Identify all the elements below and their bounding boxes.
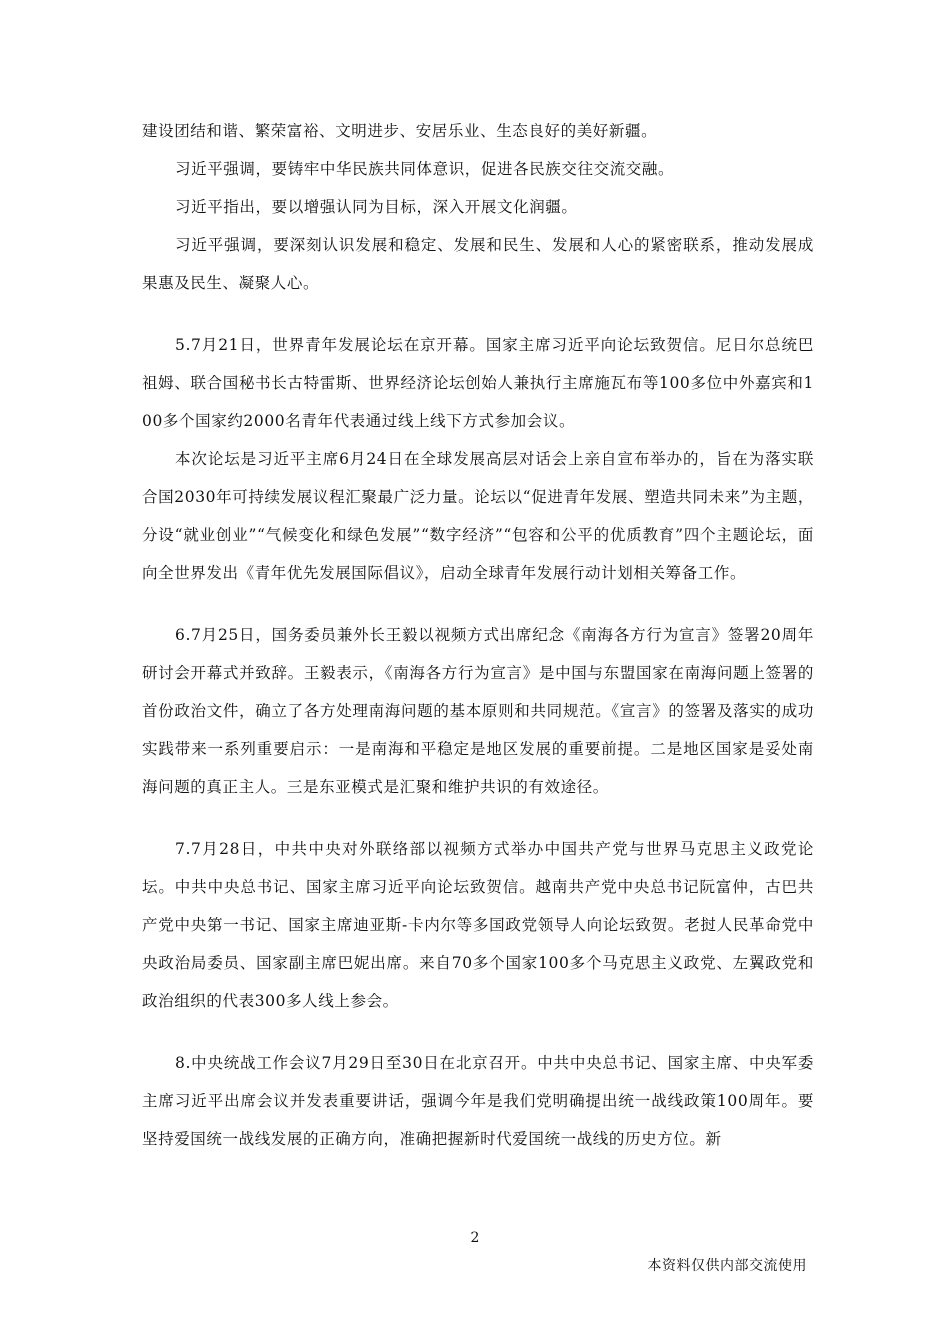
paragraph-youth-forum-details: 本次论坛是习近平主席6月24日在全球发展高层对话会上亲自宣布举办的，旨在为落实联合国2030年可持续发展议程汇聚最广泛力量。论坛以“促进青年发展、塑造共同未来”为主题，分设“就业创业”“气候变化和绿色发展”“数字经济”“包容和公平的优质教育”四个主题论坛，面向全世界发出《青年优先发展国际倡议》，启动全球青年发展行动计划相关筹备工作。: [142, 450, 814, 582]
paragraph-item-6-south-china-sea: 6.7月25日，国务委员兼外长王毅以视频方式出席纪念《南海各方行为宣言》签署20周年研讨会开幕式并致辞。王毅表示，《南海各方行为宣言》是中国与东盟国家在南海问题上签署的首份政治文件，确立了各方处理南海问题的基本原则和共同规范。《宣言》的签署及落实的成功实践带来一系列重要启示：一是南海和平稳定是地区发展的重要前提。二是地区国家是妥处南海问题的真正主人。三是东亚模式是汇聚和维护共识的有效途径。: [142, 626, 814, 796]
paragraph-development-stability: 习近平强调，要深刻认识发展和稳定、发展和民生、发展和人心的紧密联系，推动发展成果惠及民生、凝聚人心。: [142, 236, 814, 292]
footer-disclaimer: 本资料仅供内部交流使用: [647, 1258, 807, 1274]
paragraph-xinjiang-continuation: 建设团结和谐、繁荣富裕、文明进步、安居乐业、生态良好的美好新疆。: [142, 122, 658, 140]
paragraph-item-7-marxist-parties-forum: 7.7月28日，中共中央对外联络部以视频方式举办中国共产党与世界马克思主义政党论坛。中共中央总书记、国家主席习近平向论坛致贺信。越南共产党中央总书记阮富仲，古巴共产党中央第一书记、国家主席迪亚斯-卡内尔等多国政党领导人向论坛致贺。老挝人民革命党中央政治局委员、国家副主席巴妮出席。来自70多个国家100多个马克思主义政党、左翼政党和政治组织的代表300多人线上参会。: [142, 840, 814, 1010]
document-body: [142, 112, 814, 1158]
paragraph-national-unity: 习近平强调，要铸牢中华民族共同体意识，促进各民族交往交流交融。: [175, 160, 675, 178]
paragraph-cultural-moistening: 习近平指出，要以增强认同为目标，深入开展文化润疆。: [175, 198, 578, 216]
paragraph-item-5-youth-forum: 5.7月21日，世界青年发展论坛在京开幕。国家主席习近平向论坛致贺信。尼日尔总统巴祖姆、联合国秘书长古特雷斯、世界经济论坛创始人兼执行主席施瓦布等100多位中外嘉宾和100多个国家约2000名青年代表通过线上线下方式参加会议。: [142, 336, 814, 430]
paragraph-item-8-united-front-meeting: 8.中央统战工作会议7月29日至30日在北京召开。中共中央总书记、国家主席、中央军委主席习近平出席会议并发表重要讲话，强调今年是我们党明确提出统一战线政策100周年。要坚持爱国统一战线发展的正确方向，准确把握新时代爱国统一战线的历史方位。新: [142, 1054, 814, 1148]
page-number: 2: [470, 1230, 480, 1246]
